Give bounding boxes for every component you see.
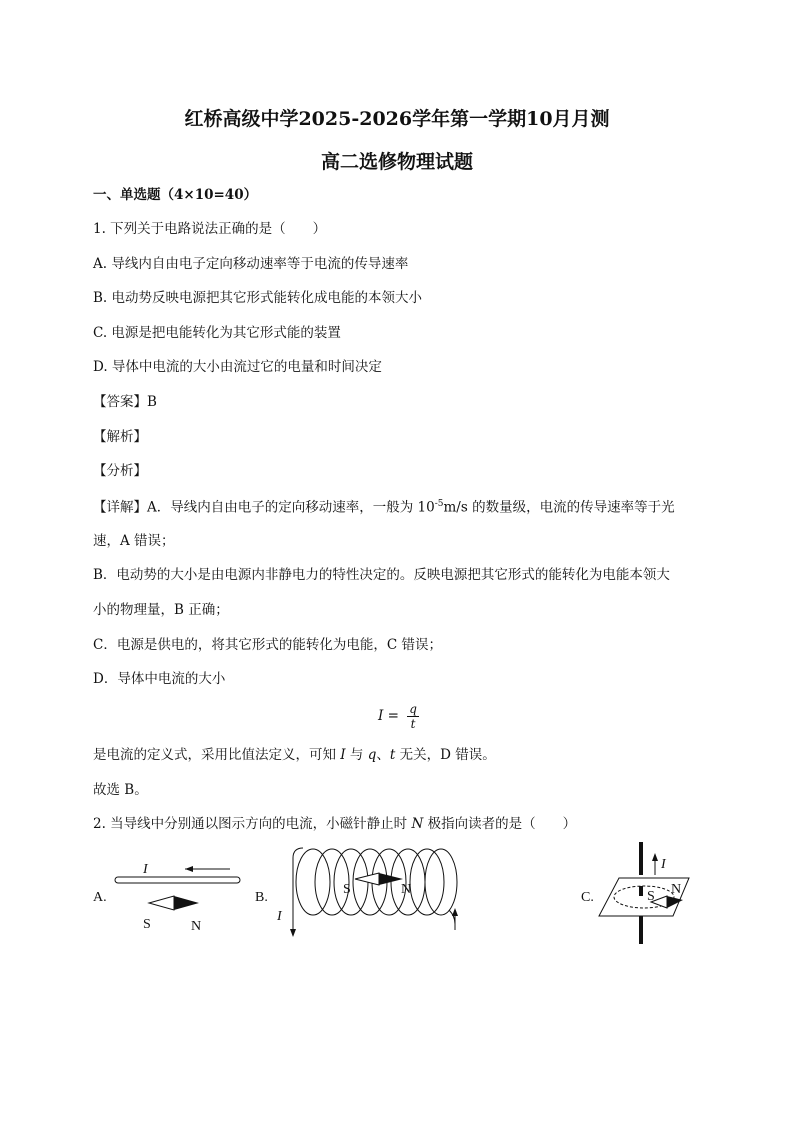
formula-fraction: $\frac{q}{t}$ xyxy=(409,702,417,731)
figure-a-s-label: S xyxy=(143,917,151,932)
figure-b-n-label: N xyxy=(401,882,412,897)
current-formula: I = $\frac{q}{t}$ xyxy=(378,702,417,731)
q1-detail-a-cont: 速，A 错误； xyxy=(93,533,175,549)
figure-a-n-label: N xyxy=(191,919,202,934)
figure-c-current-label: I xyxy=(661,857,666,872)
section-heading: 一、单选题（4×10=40） xyxy=(93,187,258,203)
q1-detail-d: D．导体中电流的大小 xyxy=(93,671,226,687)
figure-c-label: C. xyxy=(581,890,594,905)
q1-analysis-label: 【解析】 xyxy=(93,429,147,445)
figure-a-current-label: I xyxy=(143,862,148,877)
q1-detail-b: B．电动势的大小是由电源内非静电力的特性决定的。反映电源把其它形式的能转化为电能本领大 xyxy=(93,567,670,583)
arrow-head-icon xyxy=(185,866,193,872)
needle-south-half xyxy=(355,873,379,885)
figure-a xyxy=(85,850,255,935)
q1-option-d: D. 导体中电流的大小由流过它的电量和时间决定 xyxy=(93,359,382,375)
figure-a-label: A. xyxy=(93,890,107,905)
q1-option-a: A. 导线内自由电子定向移动速率等于电流的传导速率 xyxy=(93,256,409,272)
question-2-stem: 2. 当导线中分别通以图示方向的电流，小磁针静止时 N 极指向读者的是（ ） xyxy=(93,816,577,832)
q1-option-b: B. 电动势反映电源把其它形式能转化成电能的本领大小 xyxy=(93,290,423,306)
arrow-down-icon xyxy=(290,929,296,937)
figure-c-s-label: S xyxy=(647,889,655,904)
q1-detail-b-cont: 小的物理量，B 正确； xyxy=(93,602,229,618)
figure-c-n-label: N xyxy=(671,882,682,897)
exam-title: 红桥高级中学2025-2026学年第一学期10月月测 xyxy=(184,108,610,130)
q1-conclusion: 故选 B。 xyxy=(93,782,148,798)
figure-c xyxy=(575,840,705,945)
needle-south-half xyxy=(149,896,174,910)
figure-b xyxy=(255,838,465,938)
figure-b-s-label: S xyxy=(343,882,351,897)
q1-detail-c: C．电源是供电的，将其它形式的能转化为电能，C 错误； xyxy=(93,637,442,653)
figure-b-label: B. xyxy=(255,890,268,905)
q1-option-c: C. 电源是把电能转化为其它形式能的装置 xyxy=(93,325,341,341)
q1-definition-text: 是电流的定义式，采用比值法定义，可知 I 与 q、t 无关，D 错误。 xyxy=(93,747,496,763)
arrow-up-icon xyxy=(452,908,458,916)
figure-b-current-label: I xyxy=(277,909,282,924)
straight-wire xyxy=(115,877,240,883)
q1-answer: 【答案】B xyxy=(93,394,157,410)
arrow-up-icon xyxy=(652,853,658,861)
q1-fenxi-label: 【分析】 xyxy=(93,463,147,479)
needle-north-half xyxy=(174,896,199,910)
question-1-stem: 1. 下列关于电路说法正确的是（ ） xyxy=(93,221,327,237)
exam-subtitle: 高二选修物理试题 xyxy=(320,151,473,173)
q1-detail-a: 【详解】A．导线内自由电子的定向移动速率，一般为 $10^{-5}m/s$ 的数量级，电流的传导速率等于光 xyxy=(93,499,675,516)
